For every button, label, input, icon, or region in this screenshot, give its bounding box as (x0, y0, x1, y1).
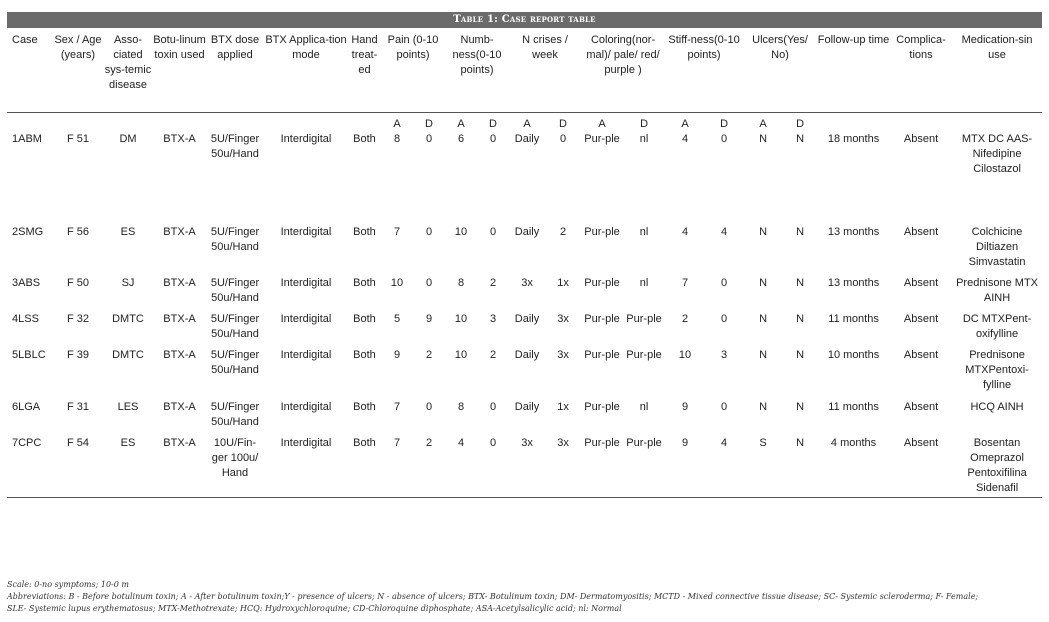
header-numbness: Numb-ness(0-10 points) (445, 30, 509, 113)
cell-ulcer-d: N (796, 401, 805, 413)
cell-ulcer-d: N (796, 277, 805, 289)
cell-followup: 13 months (827, 226, 880, 238)
subheader-pain-a: A (393, 118, 401, 130)
cell-pain-a: 7 (393, 401, 401, 413)
header-row (7, 30, 1042, 113)
cell-pain-d: 0 (425, 401, 433, 413)
cell-toxin: BTX-A (153, 436, 206, 498)
cell-mode: Interdigital (280, 349, 332, 361)
cell-crises-d: 3x (545, 436, 581, 498)
header-dose: BTX dose applied (206, 30, 264, 113)
cell-medication: Colchicine Diltiazen Simvastatin (968, 226, 1026, 268)
cell-mode: Interdigital (280, 133, 332, 145)
cell-pain-d: 2 (425, 349, 433, 361)
subheader-numb-d: D (489, 118, 497, 130)
cell-color-a: Pur-ple (581, 436, 623, 498)
cell-followup: 11 months (828, 313, 879, 325)
cell-dose: 5U/Finger 50u/Hand (210, 313, 260, 340)
cell-disease: LES (117, 401, 139, 413)
subheader-stiff-d: D (720, 118, 729, 130)
cell-sex-age: F 32 (66, 313, 89, 325)
cell-toxin: BTX-A (163, 277, 196, 289)
cell-crises-a: Daily (514, 401, 540, 413)
cell-complications: Absent (890, 436, 952, 498)
header-medication: Medication-sin use (952, 30, 1042, 113)
cell-dose: 5U/Finger 50u/Hand (210, 349, 260, 376)
cell-dose: 5U/Finger 50u/Hand (210, 133, 260, 160)
cell-numb-d: 0 (489, 226, 497, 238)
cell-crises-d: 3x (557, 313, 569, 325)
cell-toxin: BTX-A (163, 133, 196, 145)
cell-stiff-a: 9 (665, 436, 705, 498)
cell-hand: Both (353, 133, 376, 145)
header-pain: Pain (0-10 points) (381, 30, 445, 113)
cell-pain-a: 10 (390, 277, 404, 289)
cell-ulcer-a: N (759, 313, 768, 325)
cell-crises-a: Daily (514, 226, 540, 238)
cell-color-a: Pur-ple (584, 133, 620, 145)
cell-hand: Both (353, 313, 376, 325)
cell-pain-d: 0 (425, 277, 433, 289)
cell-color-d: Pur-ple (626, 313, 662, 325)
cell-ulcer-a: N (759, 133, 768, 145)
subheader-crises-d: D (559, 118, 567, 130)
footnote-abbreviations-continued: SLE- Systemic lupus erythematosus; MTX-Methotrexate; HCQ: Hydroxychloroquine; CD-Chloroquine diphosphate; ASA-Acetylsalicylic acid; nl: Normal (7, 604, 622, 613)
cell-followup: 13 months (827, 277, 880, 289)
cell-crises-a: Daily (514, 313, 540, 325)
cell-stiff-d: 0 (720, 401, 728, 413)
cell-disease: ES (120, 226, 136, 238)
subheader-numb-a: A (457, 118, 465, 130)
table-title: Table 1: Case report table (7, 12, 1042, 28)
cell-sex-age: F 54 (53, 436, 103, 498)
cell-numb-a: 8 (457, 277, 465, 289)
cell-medication: HCQ AINH (970, 401, 1024, 413)
header-toxin: Botu-linum toxin used (153, 30, 206, 113)
cell-color-a: Pur-ple (584, 313, 620, 325)
subheader-color-a: A (598, 118, 606, 130)
cell-toxin: BTX-A (163, 226, 196, 238)
table-row (7, 225, 1042, 276)
cell-ulcer-a: S (743, 436, 783, 498)
cell-complications: Absent (903, 349, 939, 361)
cell-ulcer-a: N (759, 277, 768, 289)
header-case: Case (7, 30, 53, 113)
cell-crises-a: Daily (514, 133, 540, 145)
cell-pain-a: 8 (393, 133, 401, 145)
cell-case: 7CPC (7, 436, 53, 498)
cell-numb-d: 3 (489, 313, 497, 325)
cell-disease: DMTC (112, 349, 144, 361)
header-stiffness: Stiff-ness(0-10 points) (665, 30, 743, 113)
table-row (7, 436, 1042, 498)
cell-dose: 5U/Finger 50u/Hand (210, 401, 260, 428)
cell-mode: Interdigital (280, 313, 332, 325)
cell-disease: SJ (121, 277, 135, 289)
cell-disease: DMTC (112, 313, 144, 325)
table-row (7, 400, 1042, 436)
cell-stiff-d: 0 (720, 277, 728, 289)
cell-crises-d: 2 (559, 226, 567, 238)
cell-hand: Both (353, 277, 376, 289)
cell-disease: ES (103, 436, 153, 498)
table-row (7, 312, 1042, 348)
cell-complications: Absent (903, 277, 939, 289)
cell-color-d: Pur-ple (623, 436, 665, 498)
cell-stiff-a: 4 (681, 133, 689, 145)
table-row (7, 132, 1042, 225)
cell-sex-age: F 50 (66, 277, 89, 289)
cell-case: 5LBLC (12, 349, 46, 361)
cell-ulcer-d: N (796, 133, 805, 145)
cell-case: 1ABM (12, 133, 42, 145)
cell-ulcer-d: N (796, 226, 805, 238)
cell-crises-d: 3x (557, 349, 569, 361)
table-footnotes (7, 579, 1042, 615)
cell-stiff-a: 9 (681, 401, 689, 413)
cell-hand: Both (353, 349, 376, 361)
cell-stiff-a: 4 (681, 226, 689, 238)
cell-ulcer-a: N (759, 349, 768, 361)
cell-stiff-d: 3 (720, 349, 728, 361)
cell-pain-d: 0 (425, 226, 433, 238)
cell-medication: MTX DC AAS-Nifedipine Cilostazol (961, 133, 1033, 175)
cell-stiff-a: 2 (681, 313, 689, 325)
cell-ulcer-a: N (759, 401, 768, 413)
cell-color-d: Pur-ple (626, 349, 662, 361)
cell-medication: Prednisone MTX AINH (956, 277, 1039, 304)
cell-crises-d: 0 (559, 133, 567, 145)
cell-pain-d: 9 (425, 313, 433, 325)
cell-numb-d: 2 (489, 349, 497, 361)
cell-dose: 10U/Fin-ger 100u/ Hand (206, 436, 264, 498)
cell-color-d: nl (639, 226, 649, 238)
header-ulcers: Ulcers(Yes/ No) (743, 30, 817, 113)
cell-color-d: nl (639, 401, 649, 413)
cell-pain-d: 0 (425, 133, 433, 145)
cell-crises-a: Daily (514, 349, 540, 361)
subheader-ulcer-a: A (759, 118, 767, 130)
cell-stiff-a: 10 (678, 349, 692, 361)
subheader-crises-a: A (523, 118, 531, 130)
cell-disease: DM (119, 133, 137, 145)
cell-complications: Absent (903, 313, 939, 325)
cell-stiff-d: 4 (720, 226, 728, 238)
cell-numb-a: 10 (454, 313, 468, 325)
table-row (7, 348, 1042, 400)
cell-color-a: Pur-ple (584, 226, 620, 238)
header-sex-age: Sex / Age (years) (53, 30, 103, 113)
case-report-table (7, 30, 1042, 498)
cell-stiff-d: 0 (720, 313, 728, 325)
cell-sex-age: F 51 (66, 133, 89, 145)
cell-pain-a: 5 (393, 313, 401, 325)
cell-stiff-d: 4 (705, 436, 743, 498)
header-crises: N crises / week (509, 30, 581, 113)
subheader-ulcer-d: D (796, 118, 805, 130)
cell-sex-age: F 39 (66, 349, 89, 361)
cell-toxin: BTX-A (163, 349, 196, 361)
subheader-pain-d: D (425, 118, 433, 130)
cell-case: 3ABS (12, 277, 41, 289)
cell-complications: Absent (903, 133, 939, 145)
cell-hand: Both (348, 436, 381, 498)
cell-crises-d: 1x (557, 277, 569, 289)
cell-pain-a: 7 (393, 226, 401, 238)
subheader-row (7, 113, 1042, 133)
cell-color-d: nl (639, 133, 649, 145)
subheader-color-d: D (640, 118, 649, 130)
cell-mode: Interdigital (280, 226, 332, 238)
cell-toxin: BTX-A (163, 401, 196, 413)
cell-color-a: Pur-ple (584, 401, 620, 413)
cell-numb-a: 4 (445, 436, 477, 498)
footnote-scale: Scale: 0-no symptoms; 10-0 m (7, 580, 129, 589)
header-coloring: Coloring(nor-mal)/ pale/ red/ purple ) (581, 30, 665, 113)
cell-crises-a: 3x (509, 436, 545, 498)
cell-numb-d: 0 (489, 401, 497, 413)
cell-ulcer-d: N (796, 313, 805, 325)
header-hand: Hand treat-ed (348, 30, 381, 113)
cell-numb-d: 0 (477, 436, 509, 498)
cell-dose: 5U/Finger 50u/Hand (210, 226, 260, 253)
cell-toxin: BTX-A (163, 313, 196, 325)
cell-followup: 11 months (828, 401, 879, 413)
cell-case: 2SMG (12, 226, 44, 238)
cell-case: 6LGA (12, 401, 41, 413)
header-disease: Asso-ciated sys-temic disease (103, 30, 153, 113)
cell-pain-a: 9 (393, 349, 401, 361)
cell-followup: 10 months (827, 349, 880, 361)
cell-followup: 4 months (817, 436, 890, 498)
header-complications: Complica-tions (890, 30, 952, 113)
cell-hand: Both (353, 226, 376, 238)
cell-ulcer-d: N (783, 436, 817, 498)
subheader-stiff-a: A (681, 118, 689, 130)
cell-color-a: Pur-ple (584, 277, 620, 289)
cell-pain-d: 2 (413, 436, 445, 498)
cell-crises-d: 1x (557, 401, 569, 413)
cell-stiff-d: 0 (720, 133, 728, 145)
cell-crises-a: 3x (521, 277, 533, 289)
cell-sex-age: F 56 (66, 226, 89, 238)
cell-numb-a: 10 (454, 226, 468, 238)
header-followup: Follow-up time (817, 30, 890, 113)
cell-medication: DC MTXPent-oxifylline (962, 313, 1032, 340)
header-mode: BTX Applica-tion mode (264, 30, 348, 113)
cell-complications: Absent (903, 226, 939, 238)
cell-ulcer-d: N (796, 349, 805, 361)
cell-followup: 18 months (827, 133, 880, 145)
cell-color-a: Pur-ple (584, 349, 620, 361)
cell-numb-d: 0 (489, 133, 497, 145)
cell-complications: Absent (903, 401, 939, 413)
cell-numb-a: 10 (454, 349, 468, 361)
cell-medication: Prednisone MTXPentoxi-fylline (965, 349, 1029, 391)
cell-dose: 5U/Finger 50u/Hand (210, 277, 260, 304)
cell-medication: Bosentan Omeprazol Pentoxifilina Sidenafil (952, 436, 1042, 498)
cell-ulcer-a: N (759, 226, 768, 238)
cell-mode: Interdigital (280, 401, 332, 413)
cell-pain-a: 7 (381, 436, 413, 498)
cell-stiff-a: 7 (681, 277, 689, 289)
cell-sex-age: F 31 (66, 401, 89, 413)
footnote-abbreviations: Abbreviations: B - Before botulinum toxin; A - After botulinum toxin;Y - presence of ulcers; N - absence of ulcers; BTX- Botulinum toxin; DM- Dermatomyositis; MCTD - Mixed connective tissue disease; SC- Systemic scleroderma; F- Female; (7, 592, 979, 601)
cell-mode: Interdigital (264, 436, 348, 498)
cell-color-d: nl (639, 277, 649, 289)
cell-mode: Interdigital (280, 277, 332, 289)
cell-numb-a: 6 (457, 133, 465, 145)
table-row (7, 276, 1042, 312)
cell-numb-d: 2 (489, 277, 497, 289)
cell-numb-a: 8 (457, 401, 465, 413)
cell-case: 4LSS (12, 313, 39, 325)
cell-hand: Both (353, 401, 376, 413)
